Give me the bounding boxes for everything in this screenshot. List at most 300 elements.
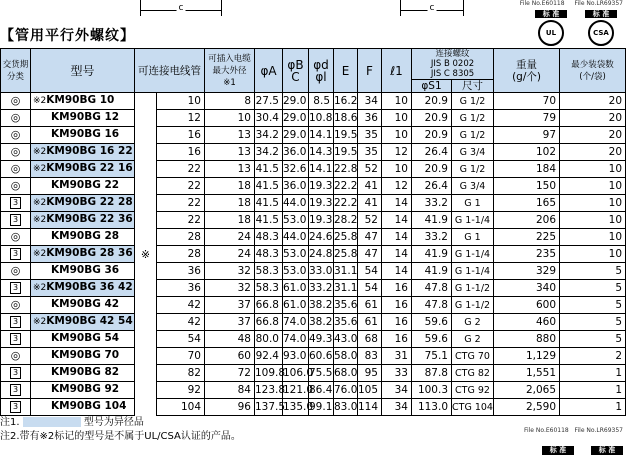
table-row bbox=[1, 331, 626, 348]
delivery-cell bbox=[1, 110, 31, 127]
l1-cell: 12 bbox=[382, 144, 412, 161]
delivery-cell bbox=[1, 178, 31, 195]
weight-cell: 235 bbox=[494, 246, 560, 263]
l1-cell: 14 bbox=[382, 212, 412, 229]
weight-cell: 460 bbox=[494, 314, 560, 331]
mid-mark-cell bbox=[135, 331, 157, 348]
weight-cell: 340 bbox=[494, 280, 560, 297]
cable-cell: 13 bbox=[205, 161, 255, 178]
delivery-cell bbox=[1, 127, 31, 144]
model-cell bbox=[31, 263, 135, 280]
phiA-cell: 34.2 bbox=[255, 144, 283, 161]
model-note-mark: ※2 bbox=[33, 96, 47, 106]
phiA-cell: 41.5 bbox=[255, 195, 283, 212]
delivery-cell bbox=[1, 144, 31, 161]
header-pack-text: 最少装袋数 bbox=[571, 59, 614, 70]
s1-cell: 26.4 bbox=[412, 178, 452, 195]
phiB-cell: 135.0 bbox=[283, 399, 309, 416]
delivery-circle-icon: ◎ bbox=[10, 145, 21, 158]
model-cell bbox=[31, 348, 135, 365]
pack-cell: 20 bbox=[560, 144, 626, 161]
table-row bbox=[1, 110, 626, 127]
E-cell: 22.2 bbox=[334, 178, 358, 195]
header-conduit: 可连接电线管 bbox=[135, 49, 205, 93]
header-phiB-text: φB bbox=[287, 57, 304, 72]
model-name: KM90BG 42 bbox=[51, 298, 120, 310]
header-weight-unit: (g/个) bbox=[512, 70, 541, 83]
E-cell: 43.0 bbox=[334, 331, 358, 348]
phiB-cell: 44.0 bbox=[283, 229, 309, 246]
file-numbers bbox=[512, 0, 623, 7]
conduit-cell: 22 bbox=[157, 178, 205, 195]
E-cell: 83.0 bbox=[334, 399, 358, 416]
model-name: KM90BG 70 bbox=[51, 349, 120, 361]
F-cell: 61 bbox=[358, 314, 382, 331]
model-cell bbox=[31, 382, 135, 399]
phid-cell: 38.2 bbox=[309, 314, 334, 331]
conduit-cell: 28 bbox=[157, 246, 205, 263]
delivery-cell bbox=[1, 399, 31, 416]
E-cell: 25.8 bbox=[334, 246, 358, 263]
s1-cell: 20.9 bbox=[412, 127, 452, 144]
pack-cell: 20 bbox=[560, 127, 626, 144]
size-cell: CTG 82 bbox=[452, 365, 494, 382]
bottom-cert-tags bbox=[530, 437, 623, 456]
model-cell bbox=[31, 212, 135, 229]
cable-cell: 13 bbox=[205, 144, 255, 161]
conduit-cell: 16 bbox=[157, 127, 205, 144]
E-cell: 22.2 bbox=[334, 195, 358, 212]
delivery-circle-icon: ◎ bbox=[10, 264, 21, 277]
phiA-cell: 66.8 bbox=[255, 297, 283, 314]
delivery-cell bbox=[1, 161, 31, 178]
F-cell: 35 bbox=[358, 144, 382, 161]
delivery-code-3-icon: 3 bbox=[10, 401, 21, 413]
file-no-csa: File No.LR69357 bbox=[574, 0, 623, 7]
size-cell: CTG 70 bbox=[452, 348, 494, 365]
size-cell: G 2 bbox=[452, 331, 494, 348]
model-cell bbox=[31, 297, 135, 314]
model-cell bbox=[31, 365, 135, 382]
model-cell bbox=[31, 331, 135, 348]
l1-cell: 34 bbox=[382, 399, 412, 416]
conduit-cell: 54 bbox=[157, 331, 205, 348]
header-thread-jis2: JIS C 8305 bbox=[430, 69, 475, 79]
header-F: F bbox=[358, 49, 382, 93]
F-cell: 83 bbox=[358, 348, 382, 365]
E-cell: 22.8 bbox=[334, 161, 358, 178]
note-1-text: 型号为异径品 bbox=[83, 417, 144, 428]
conduit-cell: 36 bbox=[157, 263, 205, 280]
F-cell: 41 bbox=[358, 195, 382, 212]
mid-mark-cell bbox=[135, 110, 157, 127]
E-cell: 35.6 bbox=[334, 297, 358, 314]
cable-cell: 37 bbox=[205, 297, 255, 314]
conduit-cell: 16 bbox=[157, 144, 205, 161]
F-cell: 47 bbox=[358, 246, 382, 263]
phid-cell: 24.6 bbox=[309, 229, 334, 246]
weight-cell: 1,551 bbox=[494, 365, 560, 382]
conduit-cell: 22 bbox=[157, 161, 205, 178]
l1-cell: 14 bbox=[382, 246, 412, 263]
F-cell: 35 bbox=[358, 127, 382, 144]
s1-cell: 33.2 bbox=[412, 229, 452, 246]
pack-cell: 20 bbox=[560, 93, 626, 110]
model-name: KM90BG 22 36 bbox=[46, 213, 133, 225]
F-cell: 105 bbox=[358, 382, 382, 399]
csa-logo-icon: CSA bbox=[588, 20, 614, 46]
phiB-cell: 53.0 bbox=[283, 246, 309, 263]
header-weight bbox=[494, 49, 560, 93]
model-name: KM90BG 28 36 bbox=[46, 247, 133, 259]
F-cell: 41 bbox=[358, 178, 382, 195]
pack-cell: 10 bbox=[560, 195, 626, 212]
header-phiA: φA bbox=[255, 49, 283, 93]
mid-mark-cell bbox=[135, 127, 157, 144]
mid-mark-cell bbox=[135, 348, 157, 365]
pack-cell: 2 bbox=[560, 348, 626, 365]
note-1-color-swatch bbox=[23, 417, 81, 427]
mid-mark-cell: ※ bbox=[135, 246, 157, 263]
header-cable bbox=[205, 49, 255, 93]
E-cell: 19.5 bbox=[334, 144, 358, 161]
ul-logo-icon: UL bbox=[538, 20, 564, 46]
s1-cell: 20.9 bbox=[412, 93, 452, 110]
phiB-cell: 36.0 bbox=[283, 144, 309, 161]
table-row bbox=[1, 161, 626, 178]
E-cell: 25.8 bbox=[334, 229, 358, 246]
cert-tag: 标 准 bbox=[585, 10, 617, 18]
delivery-cell bbox=[1, 331, 31, 348]
model-name: KM90BG 28 bbox=[51, 230, 120, 242]
delivery-code-3-icon: 3 bbox=[10, 282, 21, 294]
mid-mark-cell bbox=[135, 229, 157, 246]
cable-cell: 60 bbox=[205, 348, 255, 365]
phiB-cell: 74.0 bbox=[283, 331, 309, 348]
delivery-circle-icon: ◎ bbox=[10, 298, 21, 311]
weight-cell: 329 bbox=[494, 263, 560, 280]
delivery-cell bbox=[1, 314, 31, 331]
phiA-cell: 41.5 bbox=[255, 161, 283, 178]
phiA-cell: 123.8 bbox=[255, 382, 283, 399]
E-cell: 28.2 bbox=[334, 212, 358, 229]
phiA-cell: 30.4 bbox=[255, 110, 283, 127]
cable-cell: 24 bbox=[205, 229, 255, 246]
pack-cell: 10 bbox=[560, 246, 626, 263]
mid-mark-cell bbox=[135, 382, 157, 399]
pack-cell: 5 bbox=[560, 314, 626, 331]
delivery-code-3-icon: 3 bbox=[10, 316, 21, 328]
s1-cell: 47.8 bbox=[412, 297, 452, 314]
header-phiB bbox=[283, 49, 309, 93]
s1-cell: 59.6 bbox=[412, 331, 452, 348]
dimension-c-left bbox=[140, 0, 222, 16]
l1-cell: 14 bbox=[382, 263, 412, 280]
csa-cert bbox=[585, 10, 617, 46]
dimension-c-right bbox=[400, 0, 464, 16]
cert-tag: 标 准 bbox=[535, 10, 567, 18]
table-row bbox=[1, 365, 626, 382]
table-row bbox=[1, 348, 626, 365]
model-cell bbox=[31, 280, 135, 297]
phiA-cell: 34.2 bbox=[255, 127, 283, 144]
mid-mark-cell bbox=[135, 263, 157, 280]
conduit-cell: 42 bbox=[157, 297, 205, 314]
delivery-cell bbox=[1, 195, 31, 212]
weight-cell: 2,065 bbox=[494, 382, 560, 399]
cable-cell: 24 bbox=[205, 246, 255, 263]
phiB-cell: 121.0 bbox=[283, 382, 309, 399]
l1-cell: 16 bbox=[382, 314, 412, 331]
conduit-cell: 70 bbox=[157, 348, 205, 365]
model-name: KM90BG 36 42 bbox=[46, 281, 133, 293]
mid-mark-cell bbox=[135, 178, 157, 195]
delivery-code-3-icon: 3 bbox=[10, 197, 21, 209]
delivery-circle-icon: ◎ bbox=[10, 349, 21, 362]
weight-cell: 1,129 bbox=[494, 348, 560, 365]
l1-cell: 31 bbox=[382, 348, 412, 365]
phiA-cell: 48.3 bbox=[255, 229, 283, 246]
pack-cell: 10 bbox=[560, 229, 626, 246]
size-cell: G 1 bbox=[452, 229, 494, 246]
cable-cell: 18 bbox=[205, 178, 255, 195]
table-row bbox=[1, 314, 626, 331]
delivery-code-3-icon: 3 bbox=[10, 214, 21, 226]
phiA-cell: 137.5 bbox=[255, 399, 283, 416]
model-cell bbox=[31, 144, 135, 161]
phiB-cell: 53.0 bbox=[283, 263, 309, 280]
model-name: KM90BG 104 bbox=[51, 400, 127, 412]
phiB-cell: 93.0 bbox=[283, 348, 309, 365]
weight-cell: 102 bbox=[494, 144, 560, 161]
model-name: KM90BG 10 bbox=[46, 94, 115, 106]
pack-cell: 1 bbox=[560, 382, 626, 399]
pack-cell: 5 bbox=[560, 297, 626, 314]
cable-cell: 32 bbox=[205, 263, 255, 280]
cable-cell: 37 bbox=[205, 314, 255, 331]
size-cell: G 1-1/4 bbox=[452, 263, 494, 280]
phiB-cell: 61.0 bbox=[283, 297, 309, 314]
size-cell: G 1-1/2 bbox=[452, 297, 494, 314]
weight-cell: 97 bbox=[494, 127, 560, 144]
bottom-file-no-ul: File No.E60118 bbox=[523, 427, 569, 434]
header-phid bbox=[309, 49, 334, 93]
phiB-cell: 44.0 bbox=[283, 195, 309, 212]
s1-cell: 20.9 bbox=[412, 161, 452, 178]
weight-cell: 150 bbox=[494, 178, 560, 195]
pack-cell: 5 bbox=[560, 331, 626, 348]
s1-cell: 33.2 bbox=[412, 195, 452, 212]
F-cell: 54 bbox=[358, 280, 382, 297]
model-cell bbox=[31, 229, 135, 246]
header-thread bbox=[412, 49, 494, 80]
phid-cell: 33.0 bbox=[309, 263, 334, 280]
cable-cell: 18 bbox=[205, 195, 255, 212]
delivery-cell bbox=[1, 263, 31, 280]
table-row bbox=[1, 195, 626, 212]
header-weight-text: 重量 bbox=[516, 58, 538, 71]
model-name: KM90BG 22 bbox=[51, 179, 120, 191]
delivery-cell bbox=[1, 280, 31, 297]
phid-cell: 14.1 bbox=[309, 161, 334, 178]
delivery-circle-icon: ◎ bbox=[10, 94, 21, 107]
mid-mark-cell bbox=[135, 314, 157, 331]
model-name: KM90BG 22 16 bbox=[46, 162, 133, 174]
header-pack bbox=[560, 49, 626, 93]
weight-cell: 79 bbox=[494, 110, 560, 127]
header-s1: φS1 bbox=[412, 80, 452, 93]
pack-cell: 1 bbox=[560, 399, 626, 416]
s1-cell: 41.9 bbox=[412, 212, 452, 229]
E-cell: 31.1 bbox=[334, 280, 358, 297]
phiA-cell: 66.8 bbox=[255, 314, 283, 331]
s1-cell: 41.9 bbox=[412, 246, 452, 263]
size-cell: G 3/4 bbox=[452, 144, 494, 161]
header-phid-sub: φl bbox=[315, 69, 327, 84]
note-2: 注2.带有※2标记的型号是不属于UL/CSA认证的产品。 bbox=[0, 431, 241, 442]
mid-mark-cell bbox=[135, 161, 157, 178]
model-name: KM90BG 82 bbox=[51, 366, 120, 378]
E-cell: 76.0 bbox=[334, 382, 358, 399]
phid-cell: 19.3 bbox=[309, 195, 334, 212]
l1-cell: 10 bbox=[382, 93, 412, 110]
F-cell: 34 bbox=[358, 93, 382, 110]
phiA-cell: 48.3 bbox=[255, 246, 283, 263]
mid-mark-cell bbox=[135, 399, 157, 416]
F-cell: 52 bbox=[358, 161, 382, 178]
size-cell: G 1/2 bbox=[452, 93, 494, 110]
conduit-cell: 28 bbox=[157, 229, 205, 246]
phid-cell: 99.1 bbox=[309, 399, 334, 416]
pack-cell: 10 bbox=[560, 212, 626, 229]
model-name: KM90BG 22 28 bbox=[46, 196, 133, 208]
cable-cell: 13 bbox=[205, 127, 255, 144]
l1-cell: 10 bbox=[382, 127, 412, 144]
weight-cell: 600 bbox=[494, 297, 560, 314]
model-cell bbox=[31, 246, 135, 263]
table-row bbox=[1, 297, 626, 314]
bottom-cert-tag: 标 准 bbox=[591, 446, 623, 455]
phiB-cell: 36.0 bbox=[283, 178, 309, 195]
model-cell bbox=[31, 195, 135, 212]
phiB-cell: 29.0 bbox=[283, 93, 309, 110]
conduit-cell: 42 bbox=[157, 314, 205, 331]
phid-cell: 8.5 bbox=[309, 93, 334, 110]
delivery-cell bbox=[1, 382, 31, 399]
size-cell: G 1/2 bbox=[452, 110, 494, 127]
s1-cell: 20.9 bbox=[412, 110, 452, 127]
s1-cell: 26.4 bbox=[412, 144, 452, 161]
s1-cell: 75.1 bbox=[412, 348, 452, 365]
model-name: KM90BG 16 22 bbox=[46, 145, 133, 157]
model-cell bbox=[31, 399, 135, 416]
spec-table bbox=[0, 48, 626, 416]
phid-cell: 86.4 bbox=[309, 382, 334, 399]
model-note-mark: ※2 bbox=[33, 198, 47, 208]
E-cell: 35.6 bbox=[334, 314, 358, 331]
header-E: E bbox=[334, 49, 358, 93]
delivery-circle-icon: ◎ bbox=[10, 230, 21, 243]
phid-cell: 33.2 bbox=[309, 280, 334, 297]
table-row bbox=[1, 399, 626, 416]
model-note-mark: ※2 bbox=[33, 147, 47, 157]
E-cell: 16.2 bbox=[334, 93, 358, 110]
weight-cell: 225 bbox=[494, 229, 560, 246]
l1-cell: 10 bbox=[382, 110, 412, 127]
header-size: 尺寸 bbox=[452, 80, 494, 93]
F-cell: 114 bbox=[358, 399, 382, 416]
phiA-cell: 58.3 bbox=[255, 263, 283, 280]
header-l1: ℓ1 bbox=[382, 49, 412, 93]
delivery-circle-icon: ◎ bbox=[10, 179, 21, 192]
l1-cell: 10 bbox=[382, 161, 412, 178]
phiA-cell: 80.0 bbox=[255, 331, 283, 348]
header-model: 型号 bbox=[31, 49, 135, 93]
E-cell: 58.0 bbox=[334, 348, 358, 365]
delivery-circle-icon: ◎ bbox=[10, 111, 21, 124]
conduit-cell: 92 bbox=[157, 382, 205, 399]
table-row bbox=[1, 280, 626, 297]
size-cell: G 2 bbox=[452, 314, 494, 331]
model-name: KM90BG 42 54 bbox=[46, 315, 133, 327]
header-phiB-sub: C bbox=[291, 69, 300, 84]
l1-cell: 33 bbox=[382, 365, 412, 382]
cable-cell: 72 bbox=[205, 365, 255, 382]
pack-cell: 20 bbox=[560, 110, 626, 127]
model-cell bbox=[31, 127, 135, 144]
table-row bbox=[1, 382, 626, 399]
mid-mark-cell bbox=[135, 212, 157, 229]
table-row bbox=[1, 212, 626, 229]
F-cell: 54 bbox=[358, 263, 382, 280]
phid-cell: 10.8 bbox=[309, 110, 334, 127]
model-cell bbox=[31, 110, 135, 127]
model-note-mark: ※2 bbox=[33, 249, 47, 259]
dimension-label: c bbox=[178, 3, 184, 13]
l1-cell: 34 bbox=[382, 382, 412, 399]
l1-cell: 14 bbox=[382, 195, 412, 212]
model-note-mark: ※2 bbox=[33, 164, 47, 174]
delivery-cell bbox=[1, 297, 31, 314]
note-1 bbox=[0, 416, 241, 430]
delivery-cell bbox=[1, 365, 31, 382]
E-cell: 18.6 bbox=[334, 110, 358, 127]
header-cable-note: ※1 bbox=[223, 77, 236, 88]
s1-cell: 87.8 bbox=[412, 365, 452, 382]
table-row bbox=[1, 229, 626, 246]
delivery-cell bbox=[1, 246, 31, 263]
phid-cell: 38.2 bbox=[309, 297, 334, 314]
pack-cell: 10 bbox=[560, 178, 626, 195]
phiA-cell: 27.5 bbox=[255, 93, 283, 110]
l1-cell: 16 bbox=[382, 331, 412, 348]
table-row bbox=[1, 93, 626, 110]
E-cell: 31.1 bbox=[334, 263, 358, 280]
s1-cell: 113.0 bbox=[412, 399, 452, 416]
model-cell bbox=[31, 161, 135, 178]
phiB-cell: 53.0 bbox=[283, 212, 309, 229]
conduit-cell: 22 bbox=[157, 212, 205, 229]
conduit-cell: 10 bbox=[157, 93, 205, 110]
dimension-label: c bbox=[429, 3, 435, 13]
phiB-cell: 29.0 bbox=[283, 127, 309, 144]
l1-cell: 16 bbox=[382, 297, 412, 314]
note-1-prefix: 注1. bbox=[0, 417, 20, 428]
delivery-cell bbox=[1, 348, 31, 365]
phiB-cell: 74.0 bbox=[283, 314, 309, 331]
header-thread-jis1: JIS B 0202 bbox=[430, 59, 475, 69]
conduit-cell: 36 bbox=[157, 280, 205, 297]
